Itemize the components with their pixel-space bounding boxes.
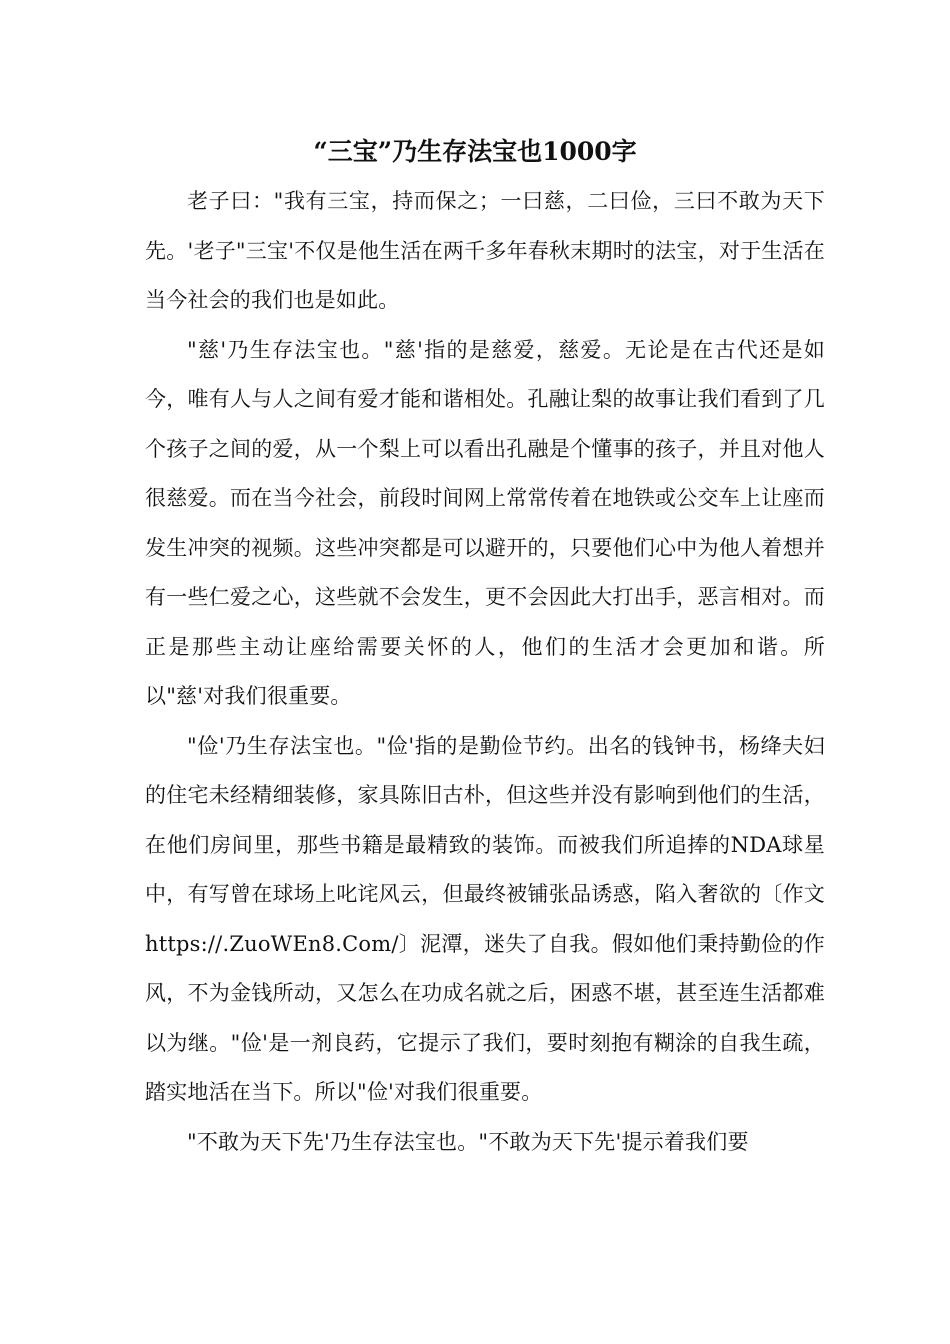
paragraph-jian: "俭'乃生存法宝也。"俭'指的是勤俭节约。出名的钱钟书，杨绛夫妇的住宅未经精细装修，家具陈旧古朴，但这些并没有影响到他们的生活，在他们房间里，那些书籍是最精致的装饰。而被我们所追捧的NDA球星中，有写曾在球场上叱诧风云，但最终被铺张品诱惑，陷入奢欲的〔作文https://.ZuoWEn8.Com/〕泥潭，迷失了自我。假如他们秉持勤俭的作风，不为金钱所动，又怎么在功成名就之后，困惑不堪，甚至连生活都难以为继。"俭'是一剂良药，它提示了我们，要时刻抱有糊涂的自我生疏，踏实地活在当下。所以"俭'对我们很重要。 bbox=[145, 733, 825, 1104]
paragraph-bu-gan-wei-tian-xia-xian: "不敢为天下先'乃生存法宝也。"不敢为天下先'提示着我们要 bbox=[187, 1129, 749, 1154]
paragraph-ci: "慈'乃生存法宝也。"慈'指的是慈爱，慈爱。无论是在古代还是如今，唯有人与人之间有爱才能和谐相处。孔融让梨的故事让我们看到了几个孩子之间的爱，从一个梨上可以看出孔融是个懂事的孩子，并且对他人很慈爱。而在当今社会，前段时间网上常常传着在地铁或公交车上让座而发生冲突的视频。这些冲突都是可以避开的，只要他们心中为他人着想并有一些仁爱之心，这些就不会发生，更不会因此大打出手，恶言相对。而正是那些主动让座给需要关怀的人，他们的生活才会更加和谐。所以"慈'对我们很重要。 bbox=[145, 337, 825, 708]
document-title: “三宝”乃生存法宝也1000字 bbox=[313, 137, 637, 166]
paragraph-intro: 老子曰："我有三宝，持而保之；一曰慈，二曰俭，三曰不敢为天下先。'老子"三宝'不仅是他生活在两千多年春秋末期时的法宝，对于生活在当今社会的我们也是如此。 bbox=[145, 189, 825, 312]
document-body bbox=[145, 177, 825, 1167]
